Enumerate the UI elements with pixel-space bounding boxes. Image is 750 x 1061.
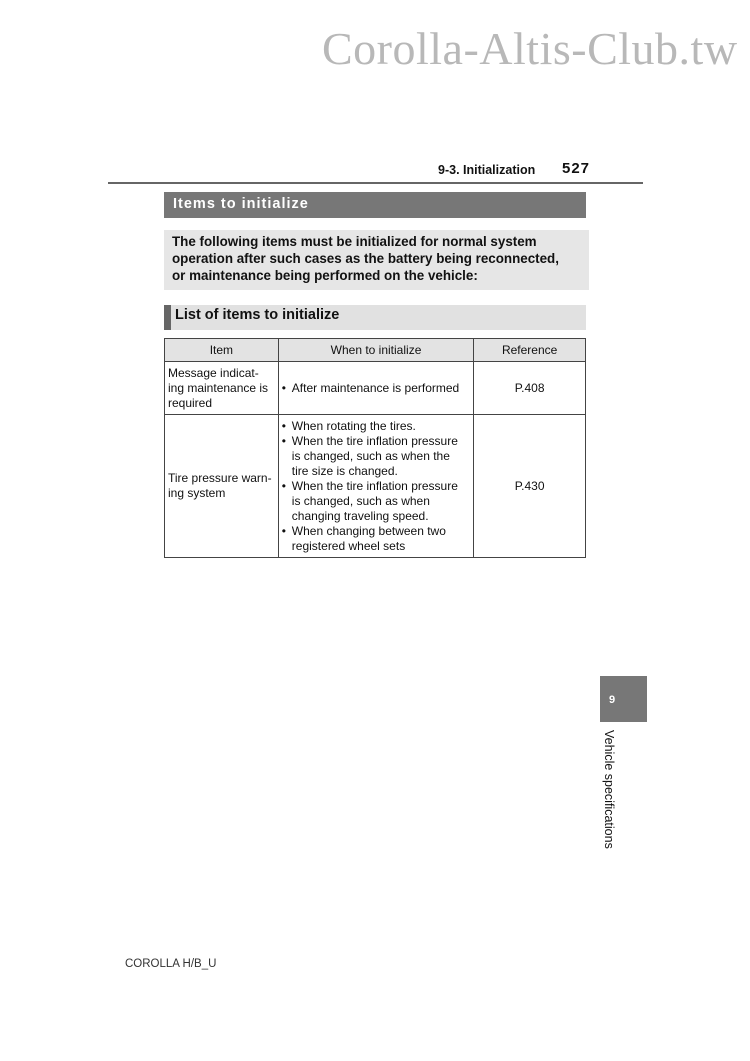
header-rule [108, 182, 643, 184]
reference-cell [474, 362, 586, 415]
bullet-item [282, 381, 470, 396]
column-header-when: When to initialize [278, 339, 473, 362]
reference-cell [474, 415, 586, 558]
table-header-row [165, 339, 586, 362]
item-line: Tire pressure warn- [168, 471, 272, 485]
item-line: Message indicat- [168, 365, 259, 380]
bullet-item [282, 419, 470, 434]
intro-line: The following items must be initialized for normal system [172, 234, 537, 249]
when-cell [278, 362, 473, 415]
section-title: Items to initialize [164, 192, 586, 218]
running-header-section: 9-3. Initialization [438, 163, 536, 177]
bullet-item [282, 524, 470, 554]
when-cell [278, 415, 473, 558]
intro-line: operation after such cases as the battery being reconnected, [172, 251, 559, 266]
column-header-item: Item [165, 339, 279, 362]
initialize-table [164, 338, 586, 558]
reference-link[interactable]: P.408 [514, 380, 545, 395]
bullet-line: is changed, such as when [291, 493, 430, 508]
bullet-list [282, 419, 470, 554]
bullet-line: • When the tire inflation pressure [291, 478, 458, 493]
intro-box [164, 230, 589, 290]
item-line: ing maintenance is [168, 380, 269, 395]
footer-model: COROLLA H/B_U [125, 958, 217, 970]
watermark-text: Corolla-Altis-Club.tw [322, 23, 738, 74]
item-cell [165, 415, 279, 558]
table-row [165, 362, 586, 415]
column-header-reference: Reference [474, 339, 586, 362]
bullet-line: • After maintenance is performed [291, 380, 460, 395]
page-number: 527 [562, 160, 591, 177]
bullet-line: • When changing between two [291, 523, 446, 538]
chapter-number: 9 [609, 694, 616, 706]
chapter-label: Vehicle specifications [602, 730, 616, 849]
table-row [165, 415, 586, 558]
bullet-item [282, 479, 470, 524]
bullet-line: • When the tire inflation pressure [291, 433, 458, 448]
bullet-line: • When rotating the tires. [291, 418, 416, 433]
item-line: ing system [168, 486, 226, 500]
bullet-line: registered wheel sets [291, 538, 406, 553]
bullet-line: is changed, such as when the [291, 448, 450, 463]
bullet-item [282, 434, 470, 479]
bullet-list [282, 381, 470, 396]
item-cell [165, 362, 279, 415]
bullet-line: tire size is changed. [291, 463, 398, 478]
bullet-line: changing traveling speed. [291, 508, 429, 523]
chapter-tab[interactable] [600, 676, 647, 722]
item-line: required [168, 395, 213, 410]
subsection-title: List of items to initialize [164, 305, 586, 330]
intro-line: or maintenance being performed on the vehicle: [172, 268, 478, 283]
reference-link[interactable]: P.430 [514, 478, 545, 493]
